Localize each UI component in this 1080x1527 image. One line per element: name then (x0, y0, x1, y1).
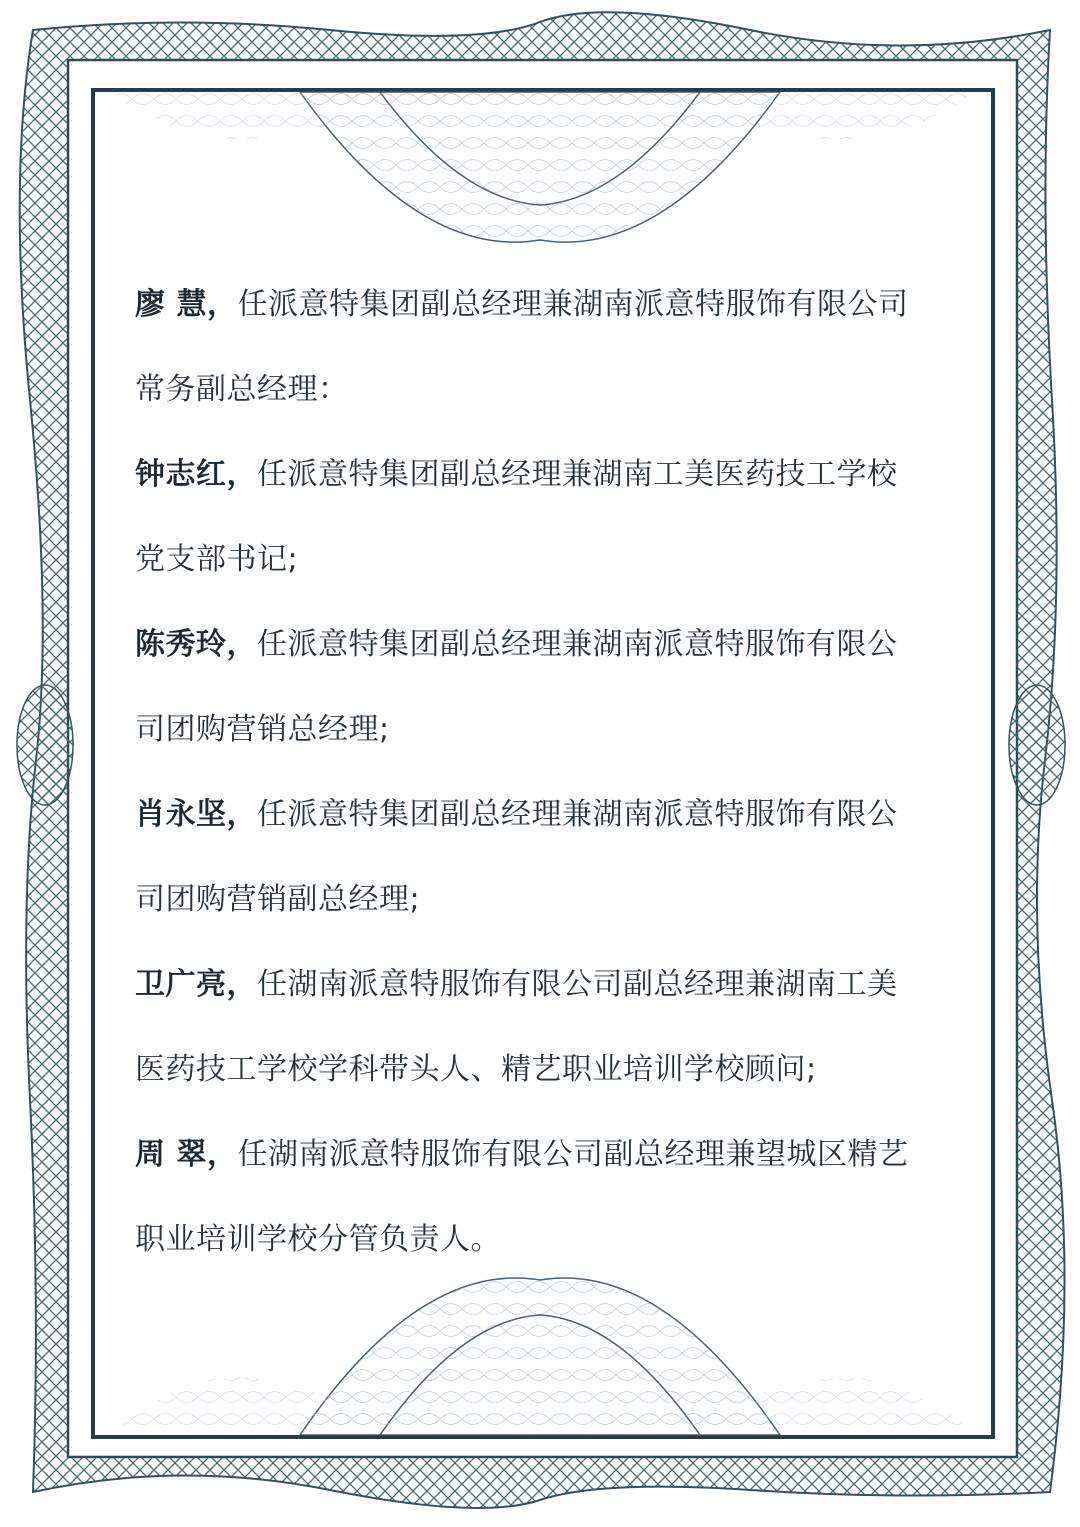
position-text: 司团购营销副总经理; (135, 882, 421, 917)
separator: ， (226, 457, 257, 492)
position-text: 任派意特集团副总经理兼湖南派意特服饰有限公 (257, 797, 898, 832)
person-name: 肖永坚 (135, 797, 227, 832)
position-text: 司团购营销总经理; (135, 712, 390, 747)
position-text: 任湖南派意特服饰有限公司副总经理兼望城区精艺 (237, 1137, 909, 1172)
separator: ， (206, 287, 238, 322)
position-text: 任派意特集团副总经理兼湖南派意特服饰有限公司 (237, 287, 909, 322)
person-name: 陈秀玲 (135, 627, 227, 662)
position-text: 职业培训学校分管负责人。 (135, 1222, 501, 1257)
position-text: 任派意特集团副总经理兼湖南派意特服饰有限公 (257, 627, 898, 662)
position-text: 党支部书记; (135, 542, 299, 577)
person-name: 卫广亮 (135, 967, 227, 1002)
separator: ， (226, 967, 257, 1002)
entry (135, 792, 975, 962)
person-name: 周 翠 (135, 1137, 207, 1172)
position-text: 任派意特集团副总经理兼湖南工美医药技工学校 (257, 457, 898, 492)
position-text: 任湖南派意特服饰有限公司副总经理兼湖南工美 (257, 967, 898, 1002)
entry (135, 1132, 975, 1302)
person-name: 廖 慧 (135, 287, 207, 322)
position-text: 常务副总经理： (135, 372, 349, 407)
separator: ， (226, 627, 257, 662)
entry (135, 962, 975, 1132)
position-text: 医药技工学校学科带头人、精艺职业培训学校顾问; (135, 1052, 817, 1087)
person-name: 钟志红 (135, 457, 227, 492)
appointment-list (135, 282, 975, 1302)
entry (135, 622, 975, 792)
separator: ， (226, 797, 257, 832)
entry (135, 282, 975, 452)
entry (135, 452, 975, 622)
separator: ， (206, 1137, 238, 1172)
